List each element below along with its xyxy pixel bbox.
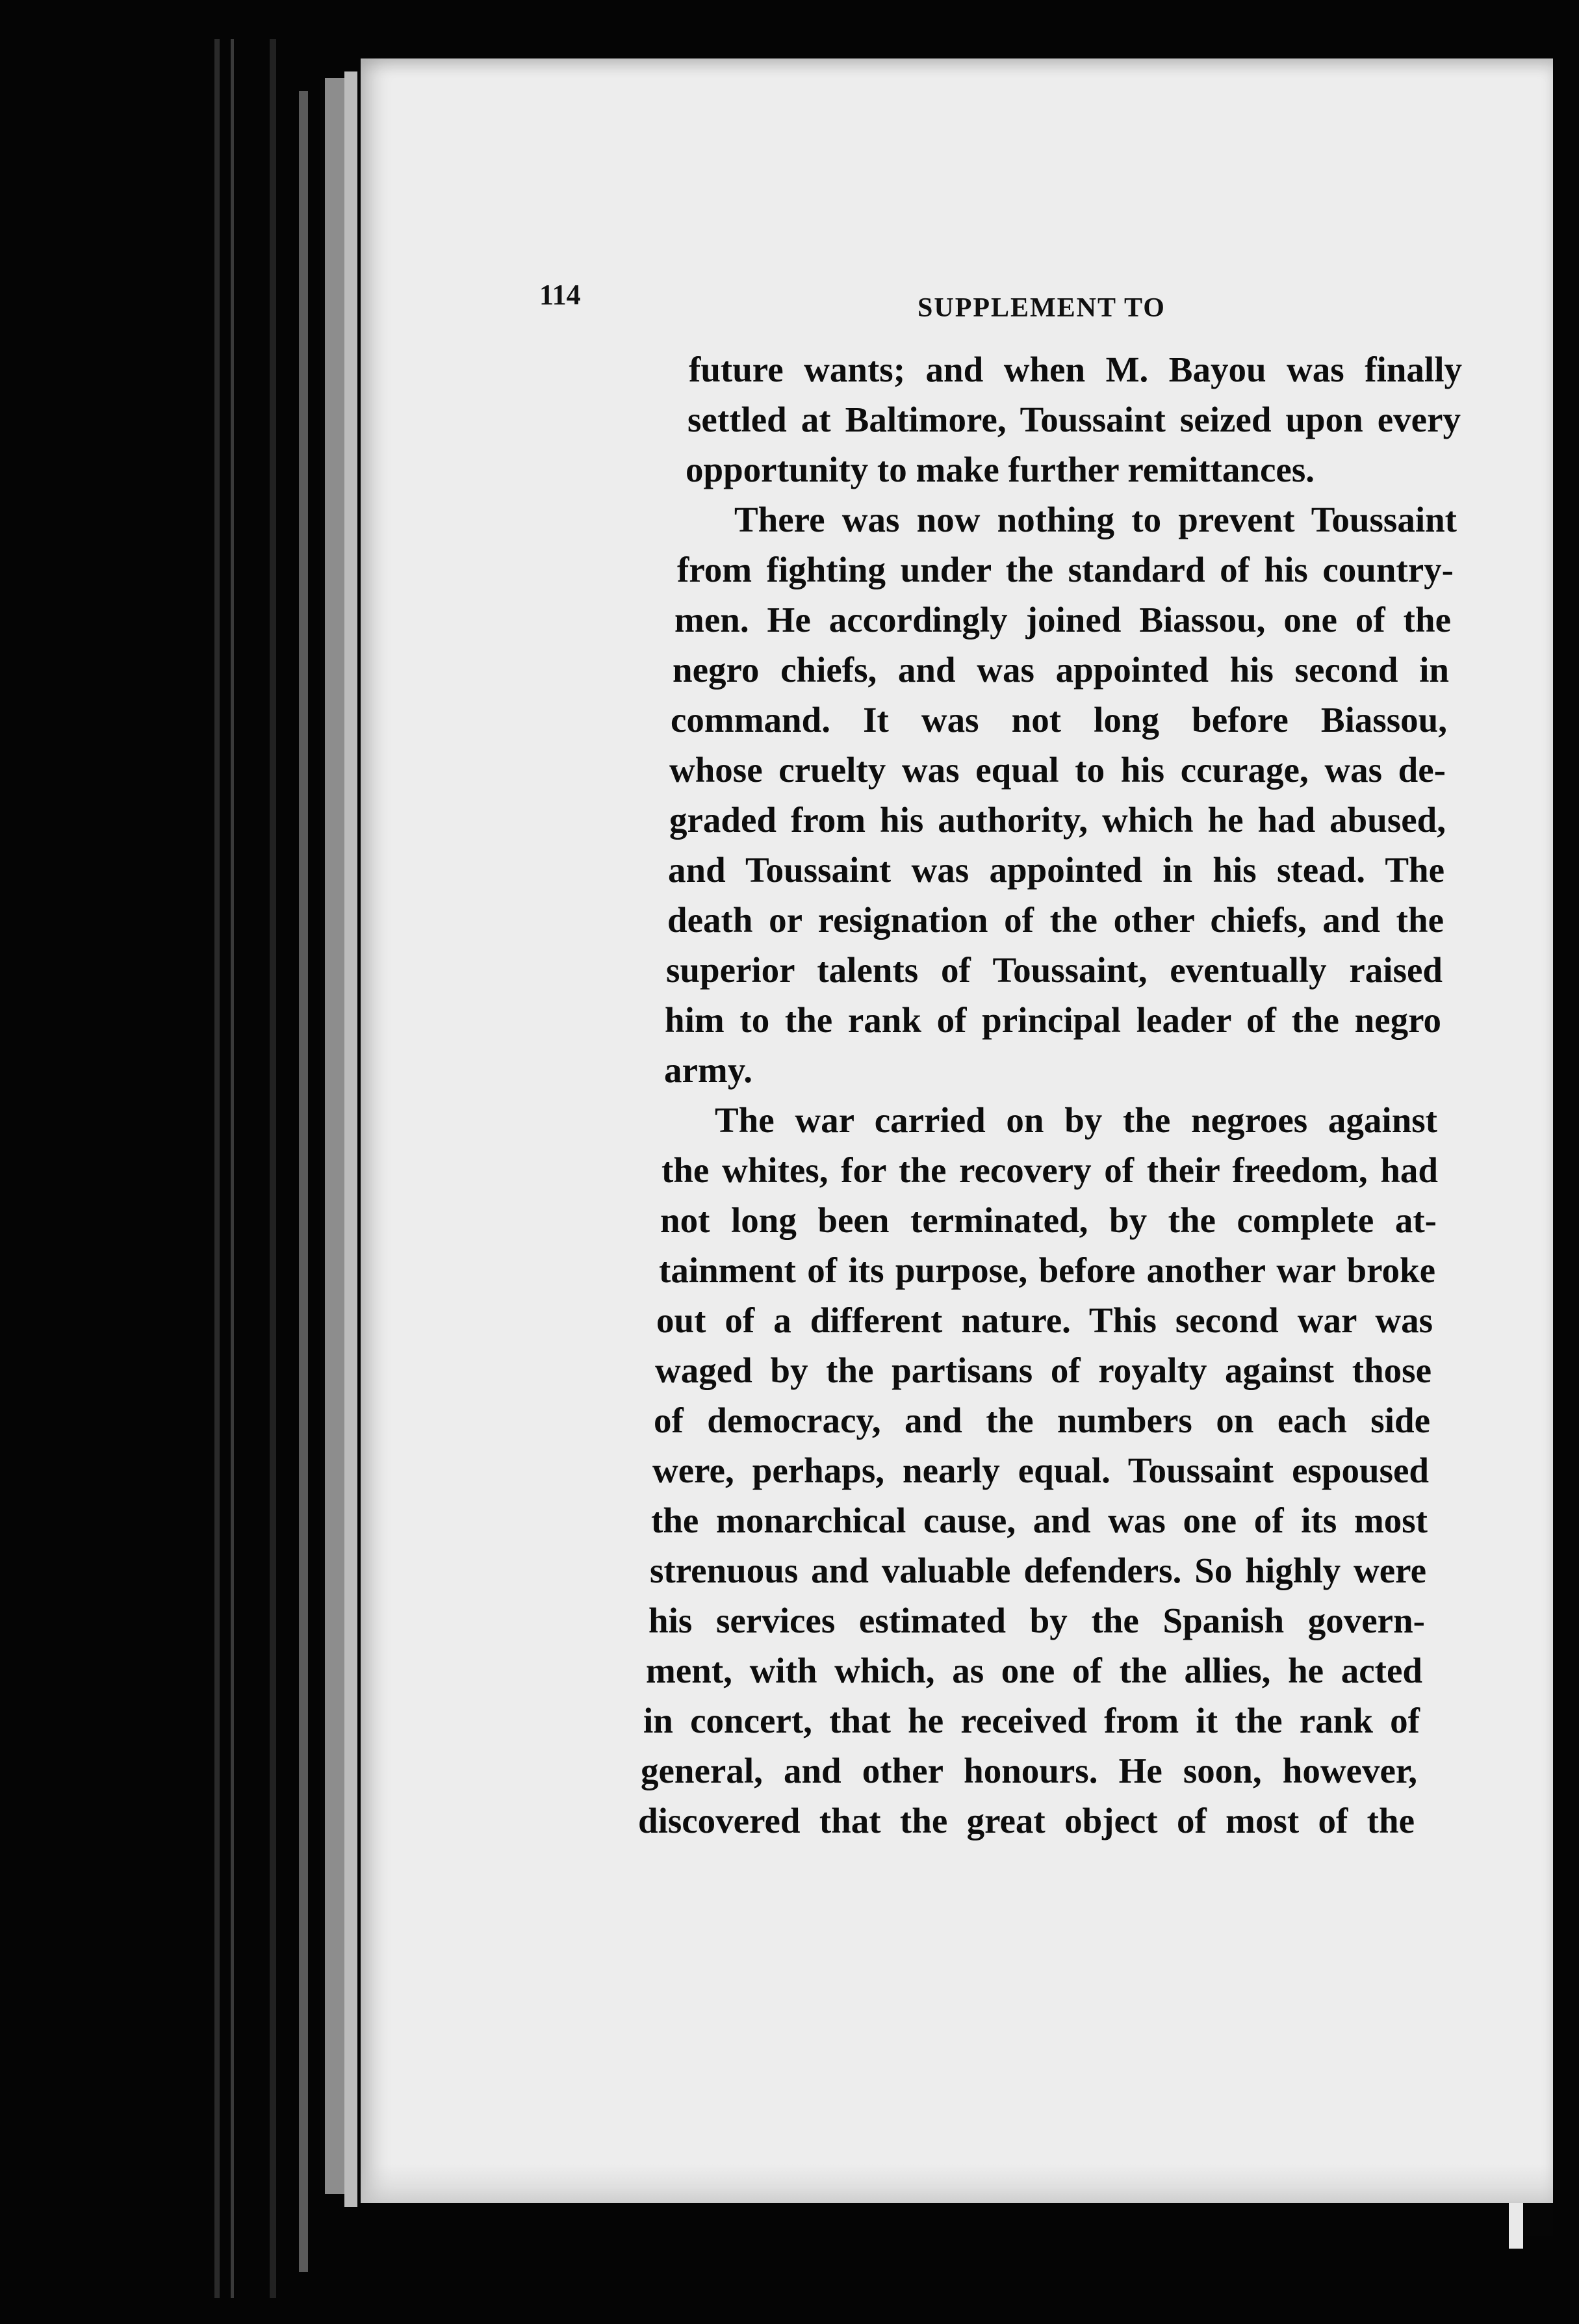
text-line: not long been terminated, by the complete at-	[660, 1200, 1437, 1240]
book-edge	[214, 39, 220, 2298]
text-line: were, perhaps, nearly equal. Toussaint espoused	[652, 1451, 1429, 1490]
page-number: 114	[539, 279, 581, 311]
text-line: future wants; and when M. Bayou was finally	[689, 350, 1462, 389]
text-line: general, and other honours. He soon, however,	[641, 1751, 1417, 1790]
text-line: whose cruelty was equal to his ccurage, was de-	[669, 750, 1446, 790]
text-line: death or resignation of the other chiefs, and the	[667, 900, 1444, 940]
text-line: tainment of its purpose, before another war broke	[659, 1250, 1435, 1290]
text-line: settled at Baltimore, Toussaint seized upon every	[687, 400, 1461, 439]
text-line: army.	[664, 1050, 752, 1090]
text-line: in concert, that he received from it the rank of	[643, 1701, 1420, 1740]
text-line: the whites, for the recovery of their freedom, had	[661, 1150, 1438, 1190]
text-line: strenuous and valuable defenders. So highly were	[650, 1551, 1426, 1590]
page-shadow	[361, 2164, 1553, 2203]
text-line: There was now nothing to prevent Toussaint	[734, 500, 1457, 539]
book-edge	[344, 71, 357, 2207]
book-edge	[270, 39, 276, 2298]
text-line: superior talents of Toussaint, eventually raised	[666, 950, 1443, 990]
body-text	[637, 344, 1462, 1846]
text-line: from fighting under the standard of his country-	[677, 550, 1454, 589]
book-edge	[231, 39, 234, 2298]
text-line: men. He accordingly joined Biassou, one of the	[674, 600, 1451, 639]
text-line: graded from his authority, which he had abused,	[669, 800, 1446, 840]
text-line: command. It was not long before Biassou,	[671, 700, 1447, 740]
text-line: discovered that the great object of most of the	[638, 1801, 1415, 1840]
running-title: SUPPLEMENT TO	[918, 293, 1166, 323]
text-line: the monarchical cause, and was one of its most	[651, 1501, 1428, 1540]
text-line: The war carried on by the negroes against	[715, 1100, 1437, 1140]
text-line: ment, with which, as one of the allies, he acted	[646, 1651, 1422, 1690]
book-edge	[325, 78, 344, 2194]
text-line: out of a different nature. This second war was	[656, 1300, 1433, 1340]
text-line: opportunity to make further remittances.	[686, 450, 1315, 489]
text-line: waged by the partisans of royalty against those	[655, 1350, 1431, 1390]
text-line: of democracy, and the numbers on each side	[654, 1401, 1430, 1440]
text-line: his services estimated by the Spanish govern-	[648, 1601, 1425, 1640]
text-line: negro chiefs, and was appointed his second in	[673, 650, 1449, 690]
text-line: and Toussaint was appointed in his stead. The	[668, 850, 1444, 890]
book-edge	[299, 91, 308, 2272]
text-line: him to the rank of principal leader of the negro	[665, 1000, 1441, 1040]
